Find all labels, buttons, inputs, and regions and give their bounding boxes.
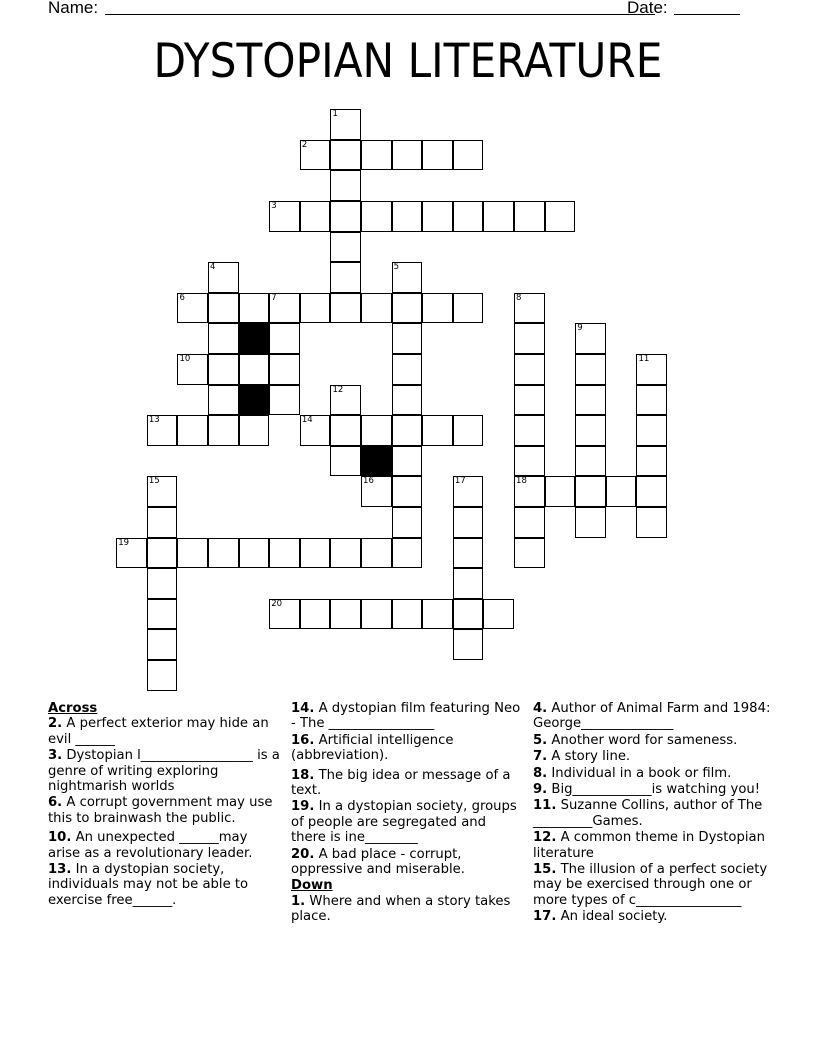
grid-cell[interactable] bbox=[300, 599, 331, 630]
grid-cell[interactable] bbox=[453, 568, 484, 599]
grid-cell[interactable] bbox=[453, 476, 484, 507]
clue-number: 13 bbox=[148, 415, 160, 426]
grid-cell[interactable] bbox=[269, 385, 300, 416]
grid-cell[interactable] bbox=[208, 538, 239, 569]
grid-cell[interactable] bbox=[483, 599, 514, 630]
grid-cell[interactable] bbox=[392, 354, 423, 385]
clue-number: 12 bbox=[332, 384, 344, 395]
clue-across-14: 14. A dystopian film featuring Neo - The ________________ bbox=[291, 701, 521, 732]
clue-down-5: 5. Another word for sameness. bbox=[533, 732, 738, 748]
clue-number: 18 bbox=[516, 476, 527, 487]
clue-number: 1 bbox=[332, 109, 338, 120]
clue-down-7: 7. A story line. bbox=[533, 749, 631, 765]
grid-cell[interactable] bbox=[300, 538, 331, 569]
clue-down-17: 17. An ideal society. bbox=[533, 909, 668, 925]
grid-cell[interactable] bbox=[392, 140, 423, 171]
grid-cell[interactable] bbox=[392, 446, 423, 477]
grid-cell[interactable] bbox=[300, 201, 331, 232]
grid-cell[interactable] bbox=[514, 201, 545, 232]
grid-cell[interactable] bbox=[269, 538, 300, 569]
grid-cell[interactable] bbox=[147, 568, 178, 599]
grid-cell[interactable] bbox=[575, 446, 606, 477]
grid-cell[interactable] bbox=[269, 293, 300, 324]
grid-cell[interactable] bbox=[422, 140, 453, 171]
grid-cell[interactable] bbox=[330, 599, 361, 630]
grid-cell[interactable] bbox=[361, 140, 392, 171]
grid-cell[interactable] bbox=[147, 415, 178, 446]
clue-number: 6 bbox=[179, 292, 185, 303]
grid-cell[interactable] bbox=[177, 415, 208, 446]
grid-cell[interactable] bbox=[147, 507, 178, 538]
clue-number: 9 bbox=[577, 323, 583, 334]
grid-cell[interactable] bbox=[453, 599, 484, 630]
grid-cell[interactable] bbox=[330, 109, 361, 140]
grid-cell[interactable] bbox=[361, 476, 392, 507]
grid-cell[interactable] bbox=[392, 201, 423, 232]
clue-number: 3 bbox=[271, 201, 277, 212]
clues-column-3 bbox=[533, 701, 773, 926]
grid-cell[interactable] bbox=[392, 599, 423, 630]
clue-number: 4 bbox=[210, 262, 216, 273]
clue-number: 20 bbox=[271, 598, 283, 609]
grid-cell[interactable] bbox=[636, 476, 667, 507]
grid-cell[interactable] bbox=[514, 354, 545, 385]
grid-cell[interactable] bbox=[575, 323, 606, 354]
grid-cell[interactable] bbox=[330, 446, 361, 477]
grid-cell[interactable] bbox=[208, 354, 239, 385]
grid-cell[interactable] bbox=[514, 507, 545, 538]
grid-cell[interactable] bbox=[361, 201, 392, 232]
grid-cell[interactable] bbox=[392, 538, 423, 569]
page-title: DYSTOPIAN LITERATURE bbox=[153, 34, 663, 89]
clue-across-16: 16. Artificial intelligence (abbreviation). bbox=[291, 732, 454, 764]
grid-cell[interactable] bbox=[147, 660, 178, 691]
clue-number: 14 bbox=[301, 415, 313, 426]
clue-number: 15 bbox=[148, 476, 160, 487]
grid-cell[interactable] bbox=[636, 415, 667, 446]
grid-cell[interactable] bbox=[575, 385, 606, 416]
grid-cell[interactable] bbox=[545, 476, 576, 507]
grid-cell[interactable] bbox=[269, 354, 300, 385]
clue-number: 8 bbox=[516, 292, 522, 303]
clue-number: 10 bbox=[179, 354, 191, 365]
grid-cell[interactable] bbox=[330, 232, 361, 263]
grid-cell[interactable] bbox=[392, 385, 423, 416]
clue-across-3: 3. Dystopian l_________________ is a genre of writing exploring nightmarish worlds bbox=[48, 748, 280, 795]
grid-cell[interactable] bbox=[514, 385, 545, 416]
grid-cell[interactable] bbox=[330, 538, 361, 569]
grid-cell[interactable] bbox=[606, 476, 637, 507]
grid-cell[interactable] bbox=[330, 201, 361, 232]
grid-cell[interactable] bbox=[575, 354, 606, 385]
grid-cell[interactable] bbox=[636, 446, 667, 477]
grid-cell[interactable] bbox=[636, 354, 667, 385]
grid-cell[interactable] bbox=[453, 507, 484, 538]
grid-cell[interactable] bbox=[453, 201, 484, 232]
grid-cell[interactable] bbox=[208, 415, 239, 446]
grid-cell[interactable] bbox=[177, 293, 208, 324]
grid-cell[interactable] bbox=[208, 293, 239, 324]
clue-down-4: 4. Author of Animal Farm and 1984: George______________ bbox=[533, 701, 771, 732]
grid-cell[interactable] bbox=[392, 262, 423, 293]
grid-cell[interactable] bbox=[330, 170, 361, 201]
grid-cell[interactable] bbox=[330, 262, 361, 293]
grid-cell[interactable] bbox=[239, 538, 270, 569]
grid-cell[interactable] bbox=[422, 599, 453, 630]
grid-cell[interactable] bbox=[636, 507, 667, 538]
clue-number: 7 bbox=[271, 292, 277, 303]
grid-cell[interactable] bbox=[392, 507, 423, 538]
clue-across-10: 10. An unexpected ______may arise as a revolutionary leader. bbox=[48, 830, 253, 861]
grid-cell[interactable] bbox=[300, 140, 331, 171]
grid-cell[interactable] bbox=[514, 293, 545, 324]
clue-down-12: 12. A common theme in Dystopian literature bbox=[533, 830, 765, 861]
grid-cell[interactable] bbox=[239, 354, 270, 385]
clue-across-18: 18. The big idea or message of a text. bbox=[291, 767, 511, 799]
clue-down-8: 8. Individual in a book or film. bbox=[533, 765, 732, 781]
clue-down-9: 9. Big____________is watching you! bbox=[533, 782, 761, 798]
grid-cell[interactable] bbox=[453, 629, 484, 660]
grid-cell[interactable] bbox=[422, 201, 453, 232]
grid-cell[interactable] bbox=[147, 476, 178, 507]
grid-cell[interactable] bbox=[147, 538, 178, 569]
clue-number: 2 bbox=[301, 139, 308, 150]
clue-number: 19 bbox=[118, 537, 130, 548]
grid-cell[interactable] bbox=[514, 415, 545, 446]
grid-cell[interactable] bbox=[147, 629, 178, 660]
grid-cell[interactable] bbox=[575, 476, 606, 507]
clue-number: 17 bbox=[454, 476, 466, 487]
grid-cell[interactable] bbox=[116, 538, 147, 569]
black-cell bbox=[361, 446, 392, 477]
grid-cell[interactable] bbox=[422, 415, 453, 446]
grid-cell[interactable] bbox=[514, 538, 545, 569]
grid-cell[interactable] bbox=[147, 599, 178, 630]
grid-cell[interactable] bbox=[361, 415, 392, 446]
date-label: Date: bbox=[627, 0, 668, 17]
clue-number: 5 bbox=[393, 262, 400, 273]
clue-across-20: 20. A bad place - corrupt, oppressive and miserable. bbox=[291, 846, 465, 878]
grid-cell[interactable] bbox=[269, 201, 300, 232]
grid-cell[interactable] bbox=[239, 293, 270, 324]
clue-across-13: 13. In a dystopian society, individuals may not be able to exercise free______. bbox=[48, 862, 249, 908]
clues-column-2 bbox=[291, 701, 523, 926]
clue-across-19: 19. In a dystopian society, groups of people are segregated and there is ine________ bbox=[291, 799, 517, 846]
grid-cell[interactable] bbox=[636, 385, 667, 416]
grid-cell[interactable] bbox=[330, 415, 361, 446]
grid-cell[interactable] bbox=[208, 262, 239, 293]
grid-cell[interactable] bbox=[361, 538, 392, 569]
grid-cell[interactable] bbox=[300, 415, 331, 446]
black-cell bbox=[239, 323, 270, 354]
black-cell bbox=[239, 385, 270, 416]
grid-cell[interactable] bbox=[239, 415, 270, 446]
grid-cell[interactable] bbox=[269, 599, 300, 630]
grid-cell[interactable] bbox=[330, 140, 361, 171]
grid-cell[interactable] bbox=[392, 323, 423, 354]
clues-column-1 bbox=[48, 701, 280, 909]
clue-number: 11 bbox=[638, 354, 650, 365]
grid-cell[interactable] bbox=[361, 599, 392, 630]
grid-cell[interactable] bbox=[208, 385, 239, 416]
grid-cell[interactable] bbox=[392, 415, 423, 446]
grid-cell[interactable] bbox=[361, 293, 392, 324]
clue-number: 16 bbox=[363, 476, 374, 487]
grid-cell[interactable] bbox=[453, 140, 484, 171]
grid-cell[interactable] bbox=[545, 201, 576, 232]
grid-cell[interactable] bbox=[453, 538, 484, 569]
grid-cell[interactable] bbox=[330, 293, 361, 324]
clue-down-15: 15. The illusion of a perfect society may be exercised through one or more types of c________________ bbox=[533, 862, 768, 908]
grid-cell[interactable] bbox=[177, 538, 208, 569]
clue-across-2: 2. A perfect exterior may hide an evil ______ bbox=[48, 716, 269, 747]
grid-cell[interactable] bbox=[392, 293, 423, 324]
grid-cell[interactable] bbox=[514, 446, 545, 477]
grid-cell[interactable] bbox=[392, 476, 423, 507]
grid-cell[interactable] bbox=[422, 293, 453, 324]
grid-cell[interactable] bbox=[453, 293, 484, 324]
grid-cell[interactable] bbox=[514, 476, 545, 507]
down-heading: Down bbox=[291, 878, 333, 894]
across-heading: Across bbox=[48, 701, 98, 716]
clue-down-11: 11. Suzanne Collins, author of The _________Games. bbox=[533, 798, 763, 829]
clue-across-6: 6. A corrupt government may use this to brainwash the public. bbox=[48, 795, 273, 826]
grid-cell[interactable] bbox=[208, 323, 239, 354]
grid-cell[interactable] bbox=[177, 354, 208, 385]
grid-cell[interactable] bbox=[453, 415, 484, 446]
clue-down-1: 1. Where and when a story takes place. bbox=[291, 893, 511, 925]
grid-cell[interactable] bbox=[483, 201, 514, 232]
grid-cell[interactable] bbox=[575, 415, 606, 446]
grid-cell[interactable] bbox=[575, 507, 606, 538]
name-label: Name: bbox=[48, 0, 99, 17]
grid-cell[interactable] bbox=[330, 385, 361, 416]
grid-cell[interactable] bbox=[269, 323, 300, 354]
grid-cell[interactable] bbox=[300, 293, 331, 324]
grid-cell[interactable] bbox=[514, 323, 545, 354]
